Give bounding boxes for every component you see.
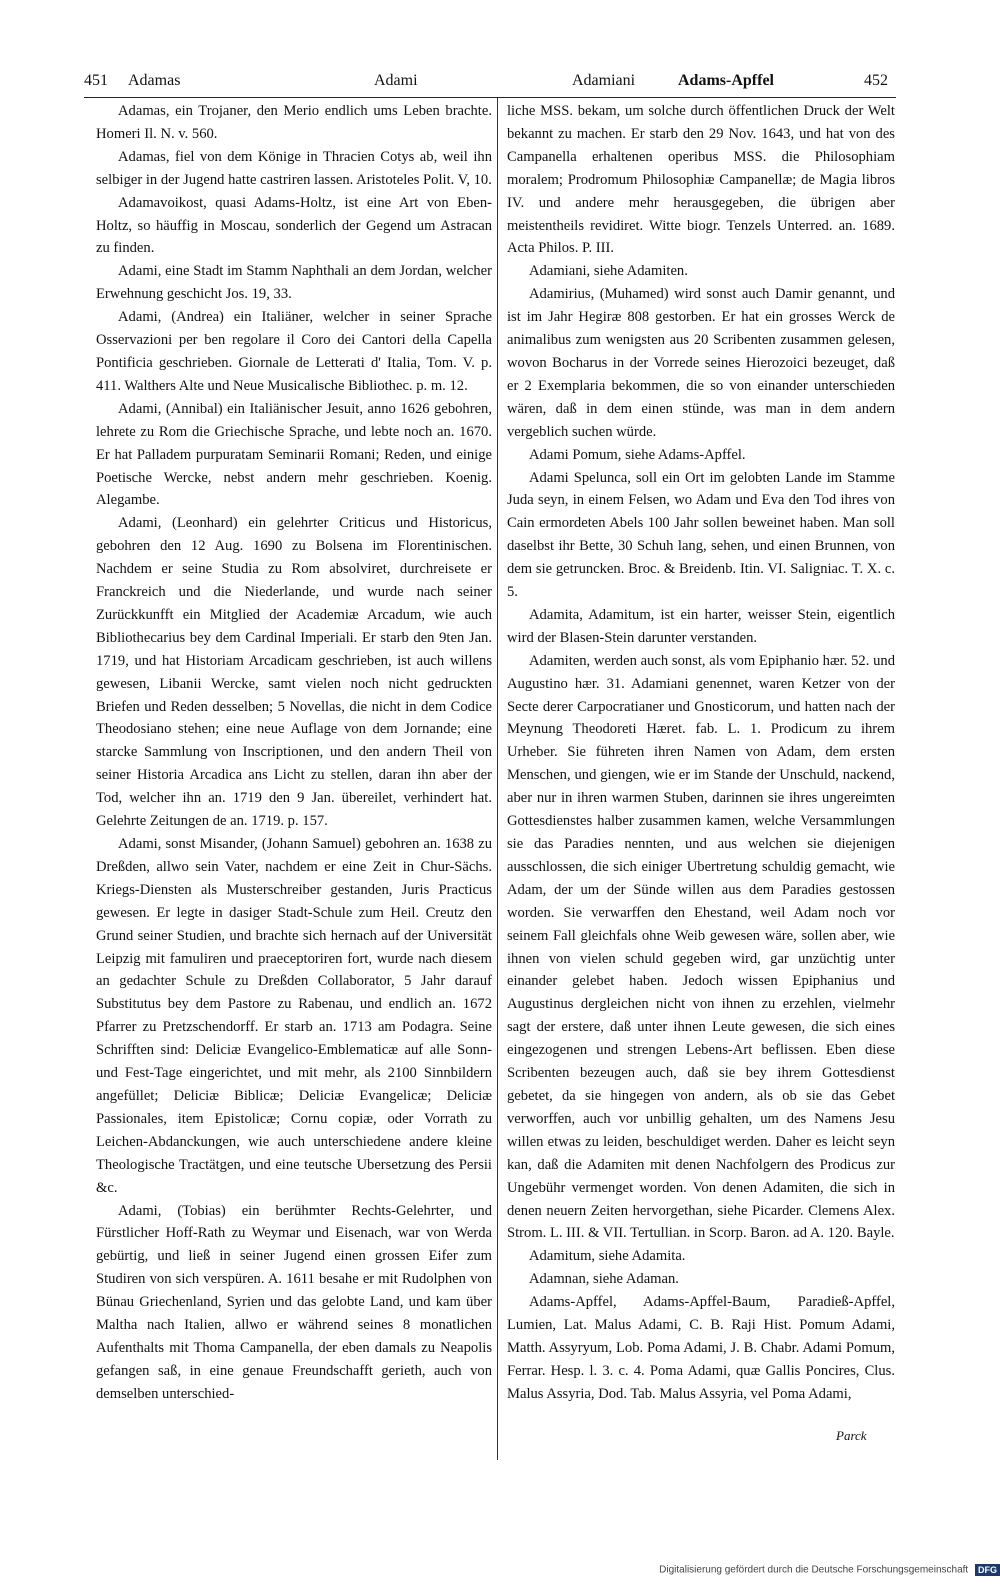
entry-adamiten: Adamiten, werden auch sonst, als vom Epiphanio hær. 52. und Augustino hær. 31. Adamiani genennet, waren Ketzer von der Secte derer Carpocratianer und Gnosticorum, und hatten nach der Meynung Theodoreti Hæret. fab. L. 1. Prodicum zu ihrem Urheber. Sie führeten ihren Namen von Adam, dem ersten Menschen, und giengen, wie er im Stande der Unschuld, nackend, aber nur in ihren warmen Stuben, darinnen sie ihres ungereimten Gottesdienstes halber zusammen kamen, welche Versammlungen sie das Paradies nennten, und aus welchen sie diejenigen ausschlossen, die sich einiger Ubertretung schuldig gemacht, wie Adam, der um der Sünde willen aus dem Paradies gestossen worden. Sie verwarffen den Ehestand, weil Adam noch vor seinem Fall gleichfals ohne Weib gewesen wäre, sollen aber, wie ihnen von vielen schuld gegeben wird, gar unzüchtig unter einander gelebet haben. Jedoch wissen Epiphanius und Augustinus dergleichen nicht von ihnen zu erzehlen, vielmehr sagt der erstere, daß unter ihnen Leute gewesen, die sich eines eingezogenen und strengen Lebens-Art beflissen. Eben diese Scribenten bezeugen auch, daß sie bey ihrem Gottesdienst gebetet, da sie hingegen von andern, als ob sie das Gebet verworffen, auch vor unbillig gehalten, um des Namens Jesu willen etwas zu leiden, beschuldiget werden. Daher es leicht seyn kan, daß die Adamiten mit denen Nachfolgern des Prodicus zur Ungebühr vermenget worden. Von denen Adamiten, die sich in denen neuern Zeiten hervorgethan, siehe Picarder. Clemens Alex. Strom. L. III. & VII. Tertullian. in Scorp. Baron. ad A. 120. Bayle. <box>507 652 895 1242</box>
entry-adami-leonhard: Adami, (Leonhard) ein gelehrter Criticus und Historicus, gebohren den 12 Aug. 1690 zu Bolsena im Florentinischen. Nachdem er seine Studia zu Rom absolviret, durchreisete er Franckreich und die Niederlande, und wurde nach seiner Zurückkunfft ein Mitglied der Academiæ Arcadum, wie auch Bibliothecarius bey dem Cardinal Imperiali. Er starb den 9ten Jan. 1719, und hat Historiam Arcadicam geschrieben, ist auch willens gewesen, Libanii Wercke, samt vielen noch nicht gedruckten Briefen und Reden desselben; 5 Novellas, die nicht in dem Codice Theodosiano stehen; eine neue Auflage von dem Jornande; eine starcke Sammlung von Inscriptionen, und den andern Theil von seiner Historia Arcadica ans Licht zu stellen, daran ihn aber der Tod, welcher ihn an. 1719 den 9 Jan. übereilet, verhindert hat. Gelehrte Zeitungen de an. 1719. p. 157. <box>96 515 492 830</box>
entry-adami-spelunca: Adami Spelunca, soll ein Ort im gelobten Lande im Stamme Juda seyn, in einem Felsen, wo Adam und Eva den Tod ihres von Cain ermordeten Abels 100 Jahr sollen beweinet haben. Man soll daselbst ihr Bette, 30 Schuh lang, sehen, und einen Brunnen, von dem sie getruncken. Broc. & Breidenb. Itin. VI. Saligniac. T. X. c. 5. <box>507 469 895 601</box>
left-catchword-1: Adamas <box>128 72 181 89</box>
entry-adami-andrea: Adami, (Andrea) ein Italiäner, welcher in seiner Sprache Osservazioni per ben regolare il Coro dei Cantori della Capella Pontificia geschrieben. Giornale de Letterati d' Italia, Tom. V. p. 411. Walthers Alte und Neue Musicalische Bibliothec. p. m. 12. <box>96 309 492 394</box>
dfg-logo-icon: DFG <box>975 1564 1000 1576</box>
entry-adams-apffel: Adams-Apffel, Adams-Apffel-Baum, Paradieß-Apffel, Lumien, Lat. Malus Adami, C. B. Raji Hist. Pomum Adami, Matth. Assyryum, Lob. Poma Adami, J. B. Chabr. Adami Pomum, Ferrar. Hesp. l. 3. c. 4. Poma Adami, quæ Gallis Poncires, Clus. Malus Assyria, Dod. Tab. Malus Assyria, vel Poma Adami, <box>507 1294 895 1402</box>
right-column <box>507 100 895 1406</box>
entry-adamas-cotys: Adamas, fiel von dem Könige in Thracien Cotys ab, weil ihn selbiger in der Jugend hatte castriren lassen. Aristoteles Polit. V, 10. <box>96 148 492 188</box>
entry-adamas-trojan: Adamas, ein Trojaner, den Merio endlich ums Leben brachte. Homeri Il. N. v. 560. <box>96 103 492 142</box>
entry-adami-tobias-continued: liche MSS. bekam, um solche durch öffentlichen Druck der Welt bekannt zu machen. Er starb den 29 Nov. 1643, und hat von des Campanella erhaltenen operibus MSS. die Philosophiam moralem; Prodromum Philosophiæ Campanellæ; de Magia libros IV. und andere mehr herausgegeben, die übrigen aber meistentheils revidiret. Witte biogr. Tenzels Unterred. an. 1689. Acta Philos. P. III. <box>507 103 895 257</box>
page-header <box>84 72 896 98</box>
catch-word: Parck <box>836 1428 867 1443</box>
right-catchword-1: Adamiani <box>572 72 636 89</box>
entry-adami-johann-samuel: Adami, sonst Misander, (Johann Samuel) gebohren an. 1638 zu Dreßden, allwo sein Vater, nachdem er eine Zeit in Chur-Sächs. Kriegs-Diensten als Musterschreiber gestanden, Juris Practicus gewesen. Er legte in dasiger Stadt-Schule zum Heil. Creutz den Grund seiner Studien, und brachte sich hernach auf der Universität Leipzig mit famuliren und praeceptoriren fort, wurde nach diesem an gedachter Schule zu Dreßden Collaborator, 5 Jahr darauf Substitutus bey dem Pastore zu Rabenau, und endlich an. 1672 Pfarrer zu Pretzschendorff. Er starb an. 1713 am Podagra. Seine Schrifften sind: Deliciæ Evangelico-Emblematicæ auf alle Sonn- und Fest-Tage eingerichtet, und mit mehr, als 2100 Sinnbildern angefüllet; Deliciæ Biblicæ; Deliciæ Evangelicæ; Deliciæ Passionales, item Epistolicæ; Cornu copiæ, oder Vorrath zu Leichen-Abdanckungen, wie auch unterschiedene andere kleine Theologische Tractätgen, und eine teutsche Ubersetzung des Persii &c. <box>96 836 492 1196</box>
entry-adamita: Adamita, Adamitum, ist ein harter, weisser Stein, eigentlich wird der Blasen-Stein darunter verstanden. <box>507 606 895 646</box>
entry-adami-tobias: Adami, (Tobias) ein berühmter Rechts-Gelehrter, und Fürstlicher Hoff-Rath zu Weymar und Eisenach, war von Werda gebürtig, und ließ in seiner Jugend einen grossen Eifer zum Studiren von sich verspüren. A. 1611 besahe er mit Rudolphen von Bünau Griechenland, Syrien und das gelobte Land, und kam über Maltha nach Italien, allwo er während seines 8 monatlichen Aufenthalts mit Thoma Campanella, der eben damals zu Neapolis gefangen saß, in eine genaue Freundschafft gerieth, auch von demselben unterschied- <box>96 1202 492 1402</box>
entry-adami-annibal: Adami, (Annibal) ein Italiänischer Jesuit, anno 1626 gebohren, lehrete zu Rom die Griechische Sprache, und lebte noch an. 1670. Er hat Palladem purpuratam Seminarii Romani; Reden, und einige Poetische Wercke, nebst andern mehr geschrieben. Koenig. Alegambe. <box>96 400 492 509</box>
footer-credit: Digitalisierung gefördert durch die Deutsche Forschungsgemeinschaft <box>659 1564 969 1576</box>
left-page-number: 451 <box>84 72 108 89</box>
entry-adamitum: Adamitum, siehe Adamita. <box>529 1248 686 1265</box>
footer <box>600 1564 1000 1582</box>
right-page-number: 452 <box>864 72 888 89</box>
header-rule <box>84 97 896 98</box>
right-catchword-2: Adams-Apffel <box>678 72 774 89</box>
left-column <box>96 100 492 1406</box>
entry-adamirius: Adamirius, (Muhamed) wird sonst auch Damir genannt, und ist im Jahr Hegiræ 808 gestorben. Er hat ein grosses Werck de animalibus zum wenigsten aus 20 Scribenten zusammen gelesen, wovon Bocharus in der Vorrede seines Hierozoici bezeuget, daß er 2 Exemplaria bekommen, die so von einander unterschieden wären, daß in dem einen stünde, was man in dem andern vergeblich suchen würde. <box>507 286 895 440</box>
entry-adamnan: Adamnan, siehe Adaman. <box>529 1271 679 1288</box>
entry-adami-city: Adami, eine Stadt im Stamm Naphthali an dem Jordan, welcher Erwehnung geschicht Jos. 19, 33. <box>96 263 492 303</box>
column-divider <box>497 98 498 1460</box>
left-catchword-2: Adami <box>374 72 418 89</box>
entry-adamiani: Adamiani, siehe Adamiten. <box>529 263 688 280</box>
entry-adami-pomum: Adami Pomum, siehe Adams-Apffel. <box>529 446 746 463</box>
entry-adamavoikost: Adamavoikost, quasi Adams-Holtz, ist eine Art von Eben-Holtz, so häuffig in Moscau, sonderlich der Gegend um Astracan zu finden. <box>96 194 492 257</box>
